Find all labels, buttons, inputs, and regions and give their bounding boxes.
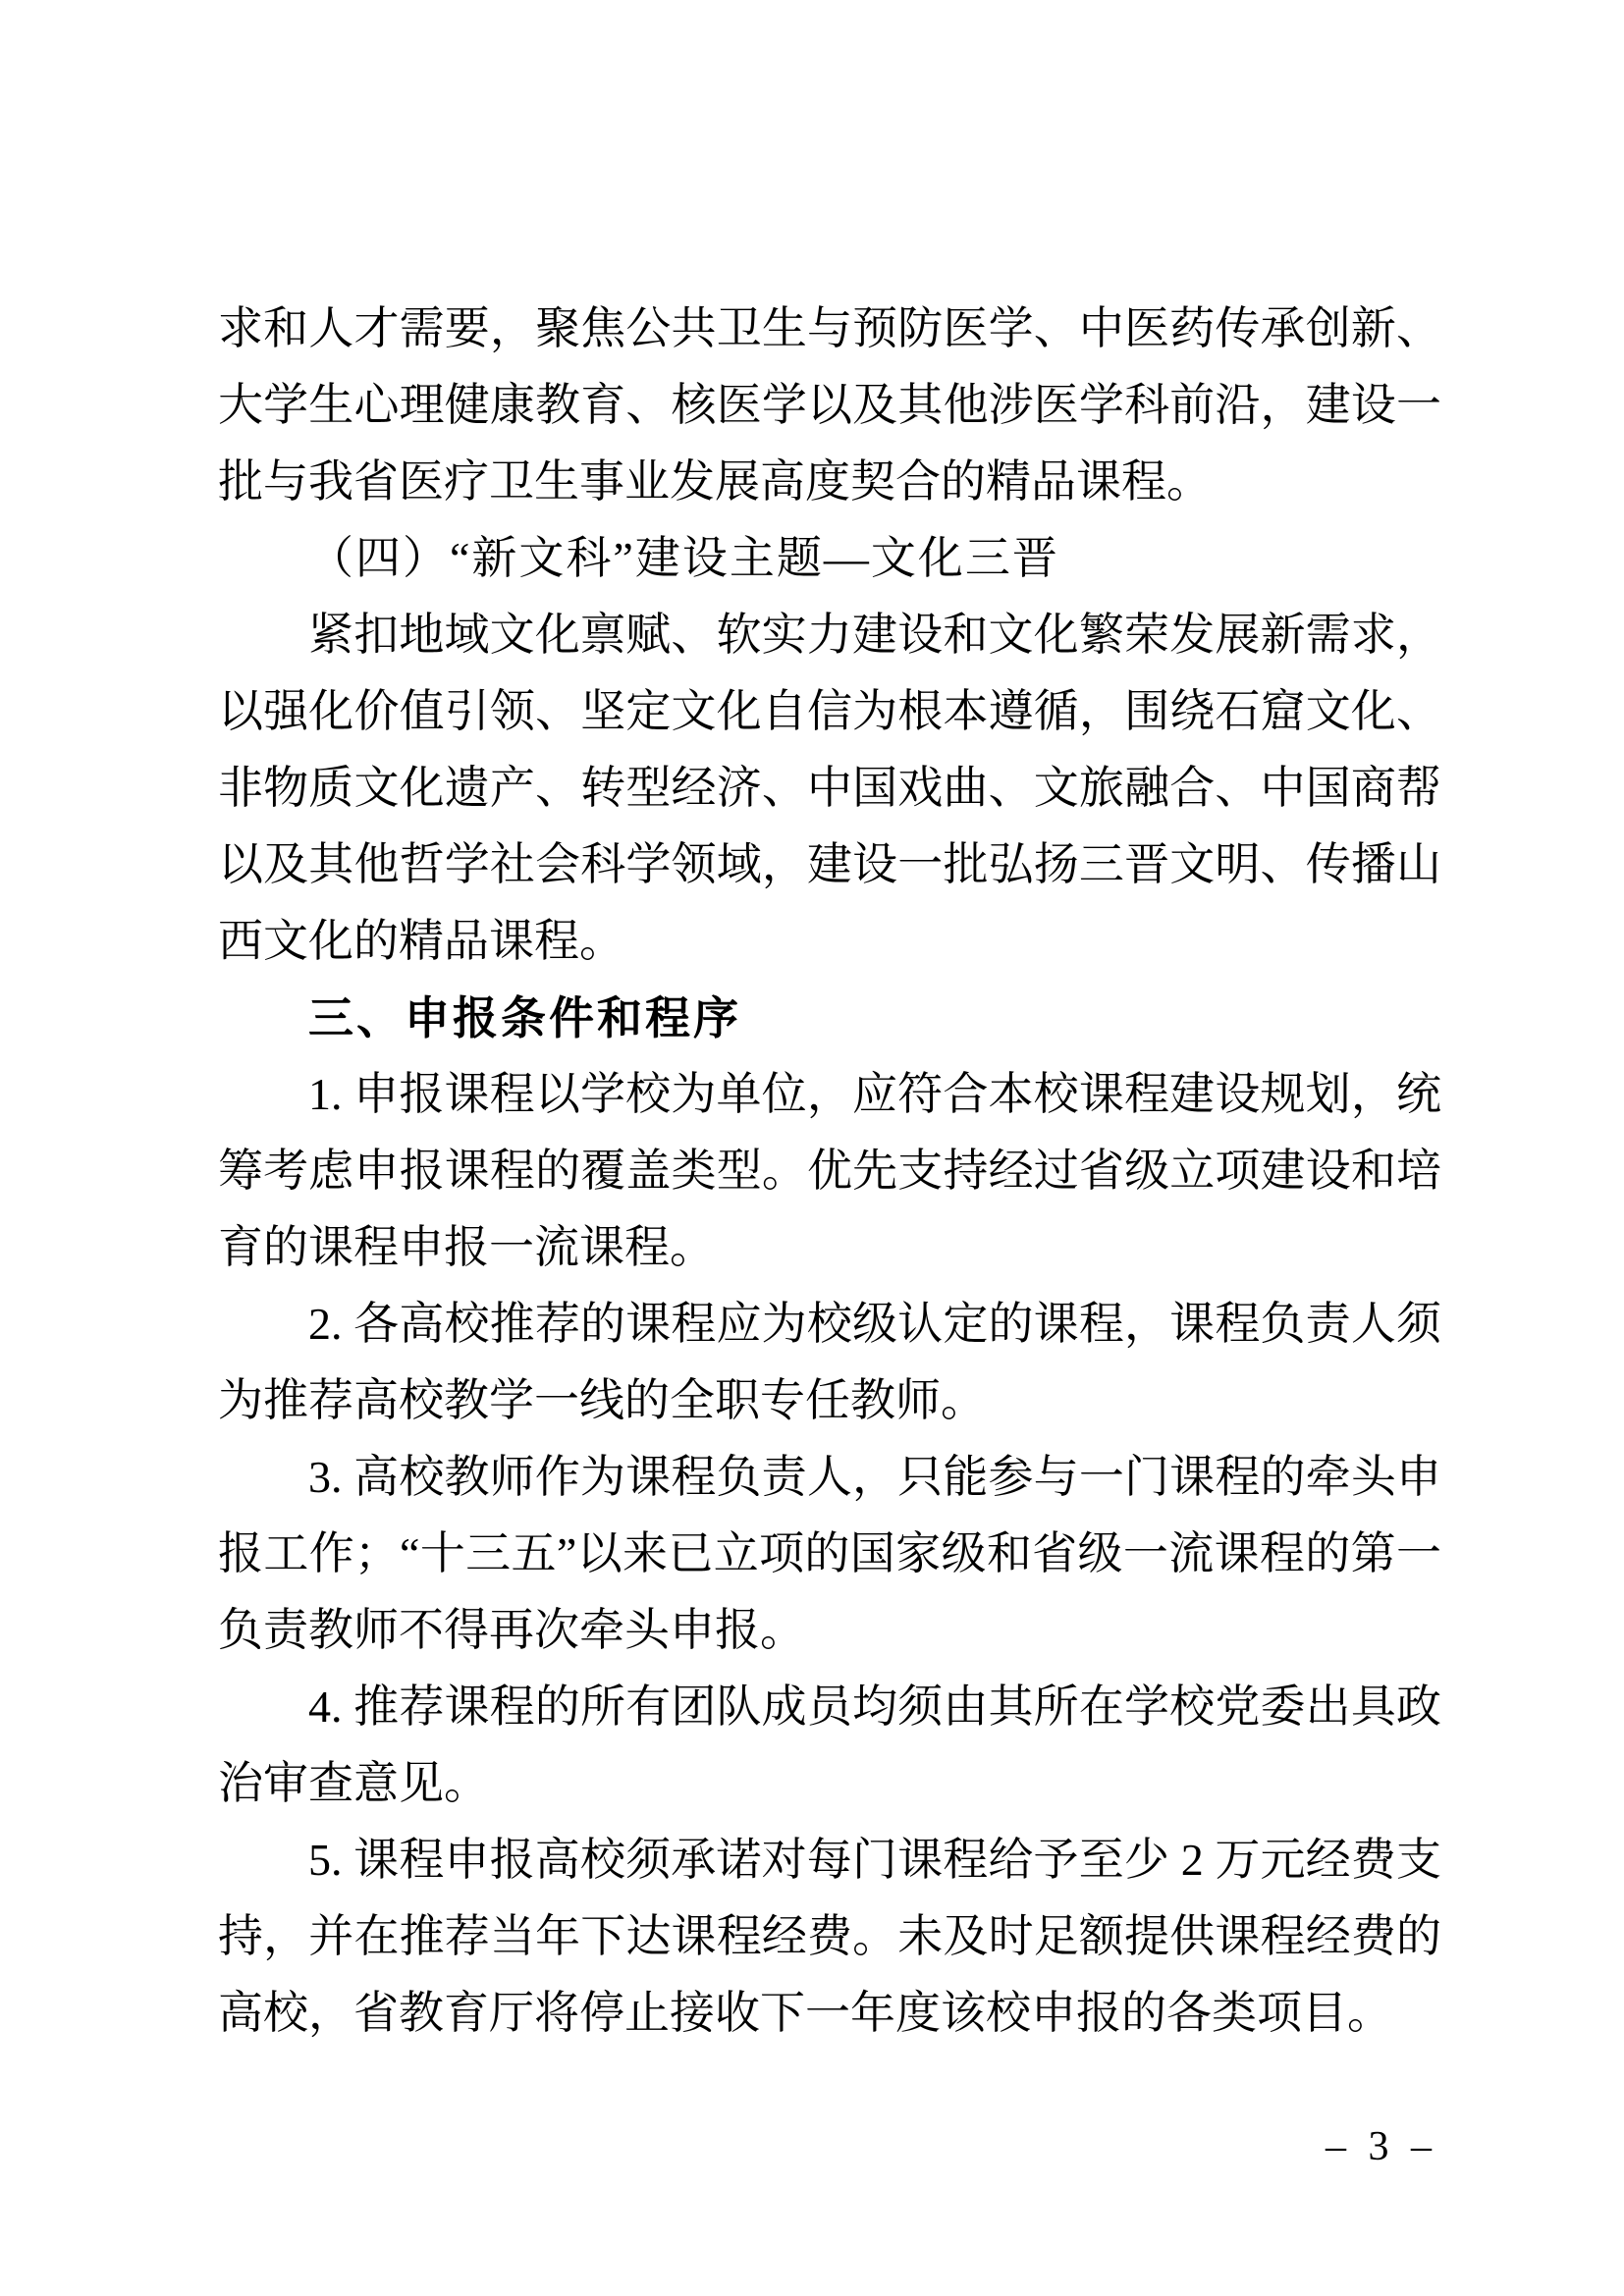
- text-line: 批与我省医疗卫生事业发展高度契合的精品课程。: [218, 456, 1212, 507]
- text-line: 5. 课程申报高校须承诺对每门课程给予至少 2 万元经费支: [308, 1835, 1441, 1885]
- text-line: 2. 各高校推荐的课程应为校级认定的课程，课程负责人须: [308, 1299, 1441, 1349]
- text-line: 治审查意见。: [218, 1758, 489, 1808]
- text-line: （四）“新文科”建设主题—文化三晋: [308, 533, 1059, 583]
- text-line: 筹考虑申报课程的覆盖类型。优先支持经过省级立项建设和培: [218, 1146, 1441, 1196]
- text-line: 紧扣地域文化禀赋、软实力建设和文化繁荣发展新需求，: [308, 610, 1441, 660]
- text-line: 高校，省教育厅将停止接收下一年度该校申报的各类项目。: [218, 1988, 1392, 2038]
- text-line: 以及其他哲学社会科学领域，建设一批弘扬三晋文明、传播山: [218, 839, 1441, 889]
- text-line: 非物质文化遗产、转型经济、中国戏曲、文旅融合、中国商帮: [218, 763, 1441, 813]
- text-line: 以强化价值引领、坚定文化自信为根本遵循，围绕石窟文化、: [218, 686, 1441, 736]
- text-line: 西文化的精品课程。: [218, 916, 624, 966]
- text-line: 报工作；“十三五”以来已立项的国家级和省级一流课程的第一: [218, 1528, 1441, 1578]
- text-line: 1. 申报课程以学校为单位，应符合本校课程建设规划，统: [308, 1069, 1441, 1119]
- text-line: 负责教师不得再次牵头申报。: [218, 1605, 805, 1655]
- text-line: 为推荐高校教学一线的全职专任教师。: [218, 1375, 986, 1425]
- text-line: 持，并在推荐当年下达课程经费。未及时足额提供课程经费的: [218, 1911, 1441, 1961]
- text-line: 求和人才需要，聚焦公共卫生与预防医学、中医药传承创新、: [218, 303, 1441, 353]
- section-heading: 三、申报条件和程序: [308, 992, 741, 1043]
- text-line: 育的课程申报一流课程。: [218, 1222, 715, 1272]
- text-line: 4. 推荐课程的所有团队成员均须由其所在学校党委出具政: [308, 1682, 1441, 1732]
- text-line: 3. 高校教师作为课程负责人，只能参与一门课程的牵头申: [308, 1452, 1441, 1502]
- page-number: – 3 –: [1326, 2124, 1437, 2169]
- document-body: [218, 291, 1441, 2052]
- text-line: 大学生心理健康教育、核医学以及其他涉医学科前沿，建设一: [218, 380, 1441, 430]
